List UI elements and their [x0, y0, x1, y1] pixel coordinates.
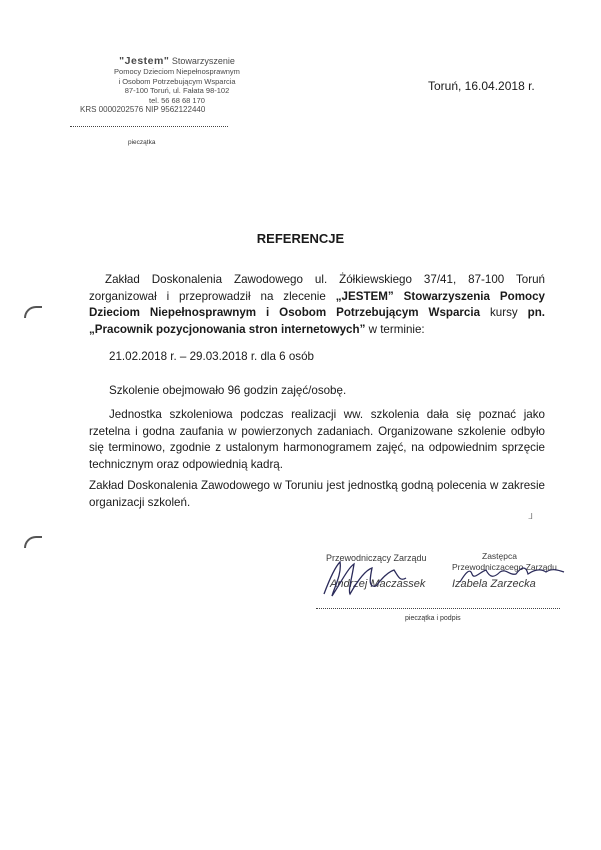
stamp-caption: pieczątka [128, 139, 156, 146]
signatory-1-role: Przewodniczący Zarządu [326, 553, 427, 563]
stamp-phone: tel. 56 68 68 170 [149, 95, 205, 105]
signature-caption: pieczątka i podpis [405, 615, 461, 622]
paragraph-recommendation: Zakład Doskonalenia Zawodowego w Toruniu jest jednostką godną polecenia w zakresie organizacji szkoleń. [89, 479, 545, 509]
signatory-2-role-line-1: Zastępca [482, 551, 517, 561]
place-and-date: Toruń, 16.04.2018 r. [428, 79, 535, 93]
stamp-dotted-line [70, 126, 228, 127]
paragraph-dates: 21.02.2018 r. – 29.03.2018 r. dla 6 osób [109, 350, 314, 363]
document-title: REFERENCJE [256, 231, 345, 246]
stamp-org-name: "Jestem" [119, 55, 170, 67]
signatory-1-name: Andrzej Maczassek [330, 578, 426, 590]
assessment-text: Jednostka szkoleniowa podczas realizacji ww. szkolenia dała się poznać jako rzetelna i godna zaufania w powierzonych zadaniach. Organizowane szkolenie odbyło się terminowo, zgodnie z ustalonym harmonogramem zajęć, na odpowiednim sprzęcie technicznym oraz odpowiednią kadrą. [89, 408, 545, 471]
stamp-org-type: Stowarzyszenie [169, 56, 235, 66]
binder-hole-mark [24, 536, 42, 548]
stamp-address: 87-100 Toruń, ul. Fałata 98-102 [124, 86, 230, 95]
intro-course-name: pn. „Pracownik pozycjonowania stron internetowych” [89, 306, 545, 336]
intro-text-2: kursy [480, 306, 528, 320]
handwritten-signatures [310, 548, 580, 606]
intro-text-1: Zakład Doskonalenia Zawodowego ul. Żółkiewskiego 37/41, 87-100 Toruń zorganizował i przeprowadził na zlecenie [89, 273, 545, 303]
signature-2-scribble [460, 568, 564, 582]
stamp-line-3: i Osobom Potrzebującym Wsparcia [118, 76, 236, 86]
signatory-2-role-line-2: Przewodniczącego Zarządu [452, 562, 557, 572]
binder-hole-mark [24, 306, 42, 318]
stamp-org-line [82, 56, 272, 67]
scan-mark: ᒧ [528, 512, 533, 521]
paragraph-intro [89, 272, 545, 338]
signatory-2-name: Izabela Zarzecka [452, 578, 536, 590]
paragraph-hours: Szkolenie obejmowało 96 godzin zajęć/osobę. [109, 384, 347, 397]
stamp-krs-nip: KRS 0000202576 NIP 9562122440 [80, 105, 206, 114]
intro-client-name: „JESTEM” Stowarzyszenia Pomocy Dzieciom Niepełnosprawnym i Osobom Potrzebującym Wsparcia [89, 289, 545, 320]
intro-text-3: w terminie: [365, 322, 425, 336]
sender-stamp [82, 56, 272, 115]
paragraph-assessment [89, 407, 545, 473]
signature-1-scribble [324, 562, 406, 596]
signature-dotted-line [316, 608, 560, 609]
stamp-line-2: Pomocy Dzieciom Niepełnosprawnym [114, 67, 240, 76]
